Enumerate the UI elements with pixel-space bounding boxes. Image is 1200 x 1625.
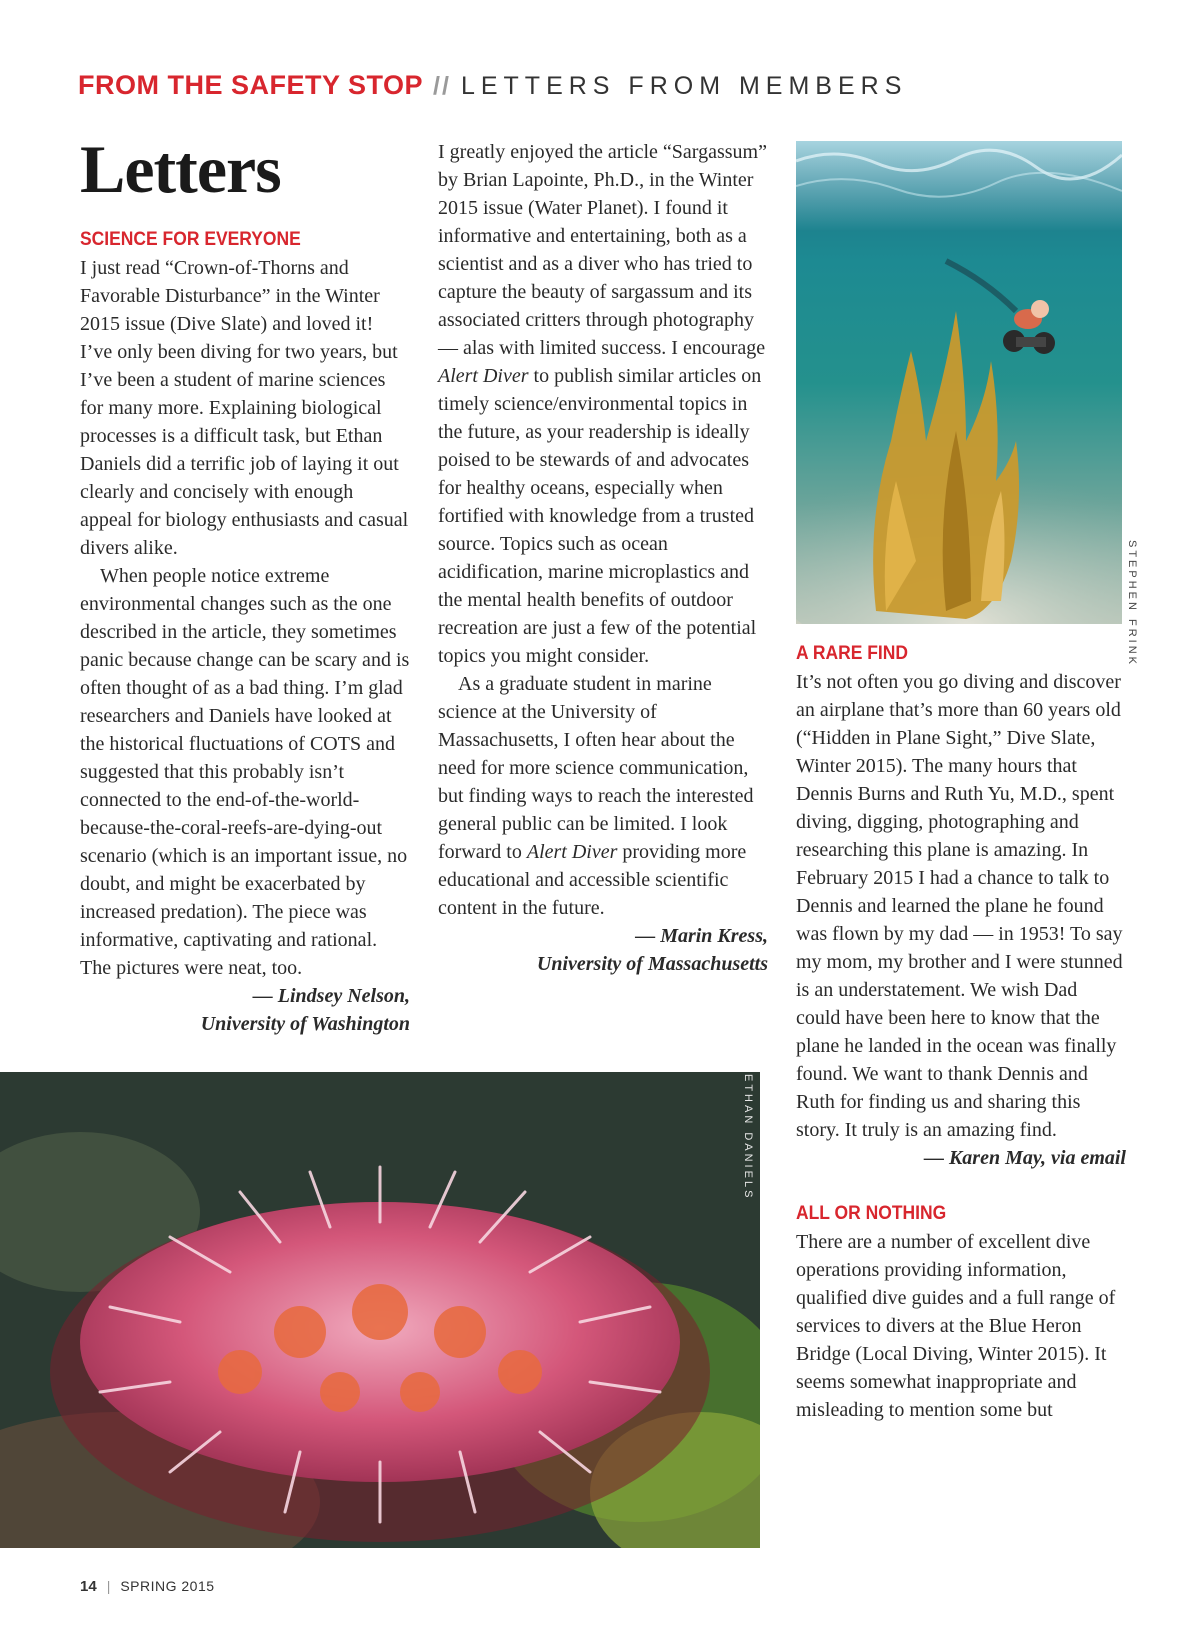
letter-heading-science: SCIENCE FOR EVERYONE — [80, 229, 301, 250]
section-name: FROM THE SAFETY STOP — [78, 70, 424, 100]
magazine-name: Alert Diver — [526, 841, 618, 863]
footer-separator: | — [106, 1578, 111, 1594]
signature-lindsey-affiliation: University of Washington — [200, 1013, 410, 1035]
text-run: providing more educational and accessible scientific content in the future. — [438, 841, 747, 919]
sargassum-illustration — [796, 141, 1122, 624]
signature-karen: — Karen May, via email — [923, 1147, 1126, 1169]
letter-all-or-nothing-paragraph: There are a number of excellent dive operations providing information, qualified dive guides and a full range of services to divers at the Blue Heron Bridge (Local Diving, Winter 2015). It seems somewhat inappropriate and misleading to mention some but — [796, 1231, 1116, 1421]
text-run: to publish similar articles on timely science/environmental topics in the future, as your readership is ideally poised to be stewards of and advocates for healthy oceans, especially when fortified with knowledge from a trusted source. Topics such as ocean acidification, marine microplastics and the mental health benefits of outdoor recreation are just a few of the potential topics you might consider. — [438, 365, 762, 667]
letter-science-paragraph-1: I just read “Crown-of-Thorns and Favorable Disturbance” in the Winter 2015 issue (Dive Slate) and loved it! I’ve only been diving for two years, but I’ve been a student of marine sciences for many more. Explaining biological processes is a difficult task, but Ethan Daniels did a terrific job of laying it out clearly and concisely with enough appeal for biology enthusiasts and casual divers alike. — [80, 257, 409, 559]
magazine-name: Alert Diver — [438, 365, 529, 387]
issue-label: SPRING 2015 — [120, 1578, 215, 1594]
page-title: Letters — [80, 131, 281, 207]
column-middle — [438, 138, 768, 978]
letter-rare-find-paragraph: It’s not often you go diving and discover an airplane that’s more than 60 years old (“Hidden in Plane Sight,” Dive Slate, Winter 2015). The many hours that Dennis Burns and Ruth Yu, M.D., spent diving, digging, photographing and researching this plane is amazing. In February 2015 I had a chance to talk to Dennis and learned the plane he found was flown by my dad — in 1953! To say my mom, my brother and I were stunned is an understatement. We wish Dad could have been here to know that the plane he landed in the ocean was finally found. We want to thank Dennis and Ruth for finding us and sharing this story. It truly is an amazing find. — [796, 671, 1123, 1141]
photo-credit-sargassum: STEPHEN FRINK — [1126, 540, 1138, 668]
signature-marin-name: — Marin Kress, — [635, 925, 768, 947]
sargassum-photo — [796, 141, 1122, 624]
column-left — [80, 124, 410, 1038]
crown-of-thorns-illustration — [0, 1072, 760, 1548]
diver-figure — [946, 261, 1055, 354]
letter-heading-all-or-nothing: ALL OR NOTHING — [796, 1203, 947, 1224]
page-number: 14 — [80, 1578, 97, 1595]
letter-sargassum-paragraph-1 — [438, 138, 768, 670]
spacer — [796, 1172, 1126, 1200]
photo-credit-cots: ETHAN DANIELS — [742, 1074, 754, 1201]
page-footer — [80, 1578, 215, 1595]
kicker-separator: // — [433, 72, 451, 100]
letter-science-paragraph-2: When people notice extreme environmental changes such as the one described in the article, they sometimes panic because change can be scary and is often thought of as a bad thing. I’m glad researchers and Daniels have looked at the historical fluctuations of COTS and suggested that this probably isn’t connected to the end-of-the-world-because-the-coral-reefs-are-dying-out scenario (which is an important issue, no doubt, and might be exacerbated by increased predation). The piece was informative, captivating and rational. The pictures were neat, too. — [80, 565, 410, 979]
text-run: As a graduate student in marine science at the University of Massachusetts, I often hear about the need for more science communication, but finding ways to reach the interested general public can be limited. I look forward to — [438, 673, 754, 863]
crown-of-thorns-photo — [0, 1072, 760, 1548]
signature-marin-affiliation: University of Massachusetts — [536, 953, 768, 975]
section-kicker — [78, 70, 907, 101]
text-run: I greatly enjoyed the article “Sargassum” by Brian Lapointe, Ph.D., in the Winter 2015 issue (Water Planet). I found it informative and entertaining, both as a scientist and as a diver who has tried to capture the beauty of sargassum and its associated critters through photography — alas with limited success. I encourage — [438, 141, 767, 359]
signature-lindsey-name: — Lindsey Nelson, — [252, 985, 410, 1007]
column-right — [796, 640, 1126, 1424]
letter-sargassum-paragraph-2 — [438, 670, 768, 922]
department-name: LETTERS FROM MEMBERS — [460, 72, 908, 100]
letter-heading-rare-find: A RARE FIND — [796, 643, 909, 664]
